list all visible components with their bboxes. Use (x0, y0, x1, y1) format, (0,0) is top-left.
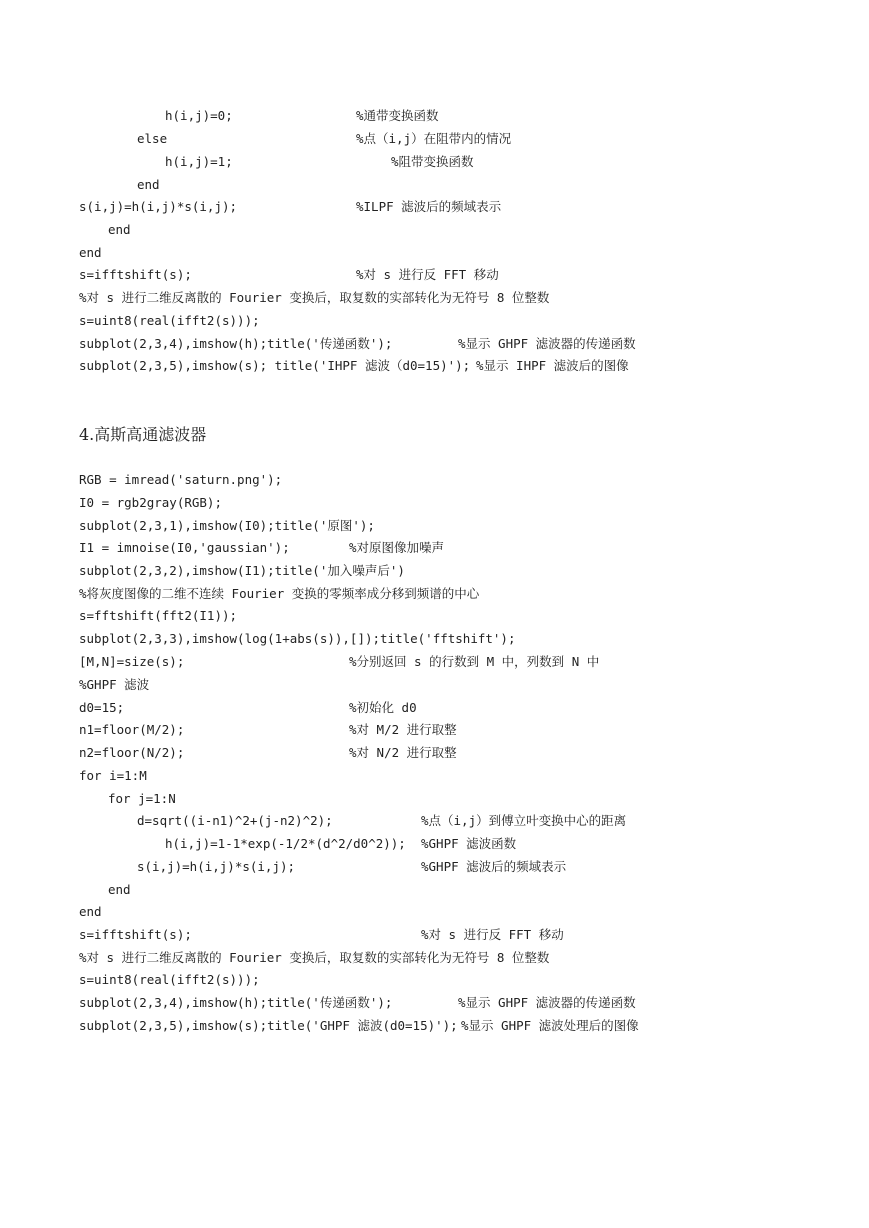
code-comment: %通带变换函数 (356, 108, 439, 123)
code-comment: %ILPF 滤波后的频域表示 (356, 199, 502, 214)
code-line: for i=1:M (79, 768, 147, 783)
code-comment: %阻带变换函数 (391, 154, 474, 169)
code-line: subplot(2,3,4),imshow(h);title('传递函数'); (79, 336, 393, 351)
code-comment: %显示 IHPF 滤波后的图像 (476, 358, 629, 373)
code-comment: %显示 GHPF 滤波器的传递函数 (458, 336, 636, 351)
code-line: d0=15; (79, 700, 125, 715)
code-line: end (137, 177, 160, 192)
code-line: %GHPF 滤波 (79, 677, 150, 692)
code-line: subplot(2,3,4),imshow(h);title('传递函数'); (79, 995, 393, 1010)
code-line: RGB = imread('saturn.png'); (79, 472, 283, 487)
code-line: I1 = imnoise(I0,'gaussian'); (79, 540, 290, 555)
code-line: s=ifftshift(s); (79, 267, 192, 282)
code-comment: %GHPF 滤波函数 (421, 836, 517, 851)
code-line: n1=floor(M/2); (79, 722, 185, 737)
code-line: h(i,j)=1-1*exp(-1/2*(d^2/d0^2)); (165, 836, 406, 851)
code-comment: %对 s 进行反 FFT 移动 (421, 927, 564, 942)
code-line: I0 = rgb2gray(RGB); (79, 495, 222, 510)
code-line: d=sqrt((i-n1)^2+(j-n2)^2); (137, 813, 333, 828)
code-line: s=uint8(real(ifft2(s))); (79, 972, 260, 987)
code-line: subplot(2,3,5),imshow(s); title('IHPF 滤波（d0=15)'); (79, 358, 471, 373)
code-line: s=ifftshift(s); (79, 927, 192, 942)
code-line: n2=floor(N/2); (79, 745, 185, 760)
code-line: subplot(2,3,1),imshow(I0);title('原图'); (79, 518, 375, 533)
code-comment: %对原图像加噪声 (349, 540, 445, 555)
code-line: subplot(2,3,5),imshow(s);title('GHPF 滤波(d0=15)'); (79, 1018, 458, 1033)
section-heading: 4.高斯高通滤波器 (79, 425, 207, 444)
code-comment: %对 N/2 进行取整 (349, 745, 457, 760)
code-line: for j=1:N (108, 791, 176, 806)
code-comment: %初始化 d0 (349, 700, 417, 715)
code-comment: %点（i,j）在阻带内的情况 (356, 131, 512, 146)
code-line: h(i,j)=0; (165, 108, 233, 123)
code-comment: %GHPF 滤波后的频域表示 (421, 859, 567, 874)
code-line: %对 s 进行二维反离散的 Fourier 变换后，取复数的实部转化为无符号 8 位整数 (79, 290, 550, 305)
code-line: end (79, 245, 102, 260)
code-line: s(i,j)=h(i,j)*s(i,j); (137, 859, 296, 874)
code-line: subplot(2,3,2),imshow(I1);title('加入噪声后') (79, 563, 405, 578)
code-comment: %对 s 进行反 FFT 移动 (356, 267, 499, 282)
code-line: [M,N]=size(s); (79, 654, 185, 669)
code-comment: %对 M/2 进行取整 (349, 722, 457, 737)
code-line: end (108, 222, 131, 237)
code-comment: %点（i,j）到傅立叶变换中心的距离 (421, 813, 627, 828)
code-line: s=uint8(real(ifft2(s))); (79, 313, 260, 328)
code-line: %对 s 进行二维反离散的 Fourier 变换后，取复数的实部转化为无符号 8 位整数 (79, 950, 550, 965)
code-line: s=fftshift(fft2(I1)); (79, 608, 238, 623)
code-comment: %显示 GHPF 滤波器的传递函数 (458, 995, 636, 1010)
code-line: s(i,j)=h(i,j)*s(i,j); (79, 199, 238, 214)
code-comment: %分别返回 s 的行数到 M 中，列数到 N 中 (349, 654, 600, 669)
code-line: end (79, 904, 102, 919)
code-line: %将灰度图像的二维不连续 Fourier 变换的零频率成分移到频谱的中心 (79, 586, 480, 601)
code-line: else (137, 131, 168, 146)
code-line: end (108, 882, 131, 897)
code-line: h(i,j)=1; (165, 154, 233, 169)
code-line: subplot(2,3,3),imshow(log(1+abs(s)),[]);title('fftshift'); (79, 631, 516, 646)
code-comment: %显示 GHPF 滤波处理后的图像 (461, 1018, 639, 1033)
